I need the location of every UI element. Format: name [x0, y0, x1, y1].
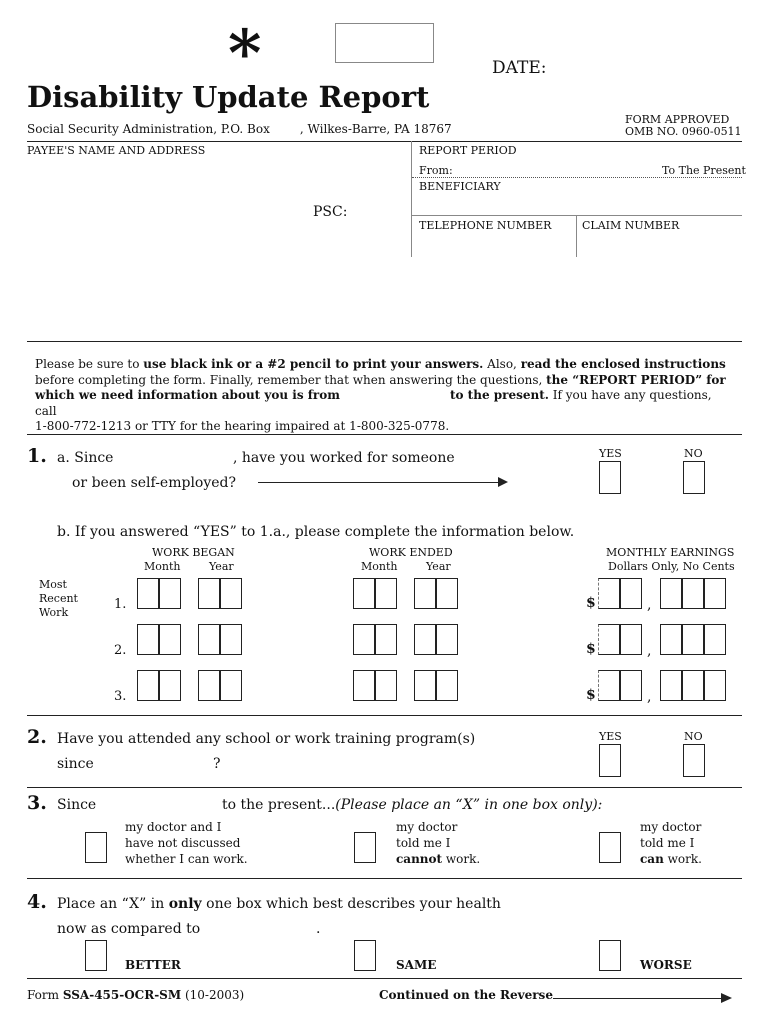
work-row-1-number: 1. — [114, 597, 127, 612]
row1-ended-year-d2[interactable] — [436, 578, 458, 609]
q2-number: 2. — [27, 726, 47, 748]
q3-option-3-checkbox[interactable] — [599, 832, 621, 863]
agency-address-a: Social Security Administration, P.O. Box — [27, 122, 270, 136]
q4-worse-checkbox[interactable] — [599, 940, 621, 971]
work-began-label: WORK BEGAN — [152, 546, 235, 559]
row2-earnings-d2[interactable] — [620, 624, 642, 655]
row1-earnings-d4[interactable] — [682, 578, 704, 609]
q3-option-2-checkbox[interactable] — [354, 832, 376, 863]
instructions-line-3: which we need information about you is from to the present. If you have any questions, call — [35, 388, 712, 418]
q2-question-mark: ? — [213, 756, 221, 772]
began-month-label: Month — [144, 560, 181, 573]
row1-ended-year-d1[interactable] — [414, 578, 436, 609]
row1-began-month-d2[interactable] — [159, 578, 181, 609]
from-label: From: — [419, 164, 453, 177]
instructions-line-4: 1-800-772-1213 or TTY for the hearing impaired at 1-800-325-0778. — [35, 419, 450, 433]
row1-began-year-d2[interactable] — [220, 578, 242, 609]
q4-bottom-rule — [27, 978, 742, 979]
monthly-earnings-label: MONTHLY EARNINGS — [606, 546, 735, 559]
continued-arrow-line — [553, 998, 723, 999]
q1b-text: b. If you answered “YES” to 1.a., please complete the information below. — [57, 524, 575, 540]
q3-option-3-label: my doctor told me I can work. — [640, 820, 702, 866]
agency-address-b: , Wilkes-Barre, PA 18767 — [299, 122, 452, 136]
row1-comma: , — [647, 597, 652, 613]
form-approved: FORM APPROVED — [625, 113, 730, 126]
q1-yes-checkbox[interactable] — [599, 461, 621, 494]
beneficiary-label: BENEFICIARY — [419, 180, 501, 193]
instructions-bottom-rule — [27, 434, 742, 435]
form-number: Form SSA-455-OCR-SM (10-2003) — [27, 988, 245, 1002]
beneficiary-rule — [412, 215, 742, 216]
row3-earnings-d1[interactable] — [598, 670, 620, 701]
row3-ended-month-d1[interactable] — [353, 670, 375, 701]
instructions-top-rule — [27, 341, 742, 342]
instructions-line-2: before completing the form. Finally, remember that when answering the questions, the “REPORT PERIOD” for — [35, 372, 726, 387]
row3-dollar-sign: $ — [586, 687, 596, 703]
row2-ended-year-d2[interactable] — [436, 624, 458, 655]
row1-earnings-d5[interactable] — [704, 578, 726, 609]
q4-same-checkbox[interactable] — [354, 940, 376, 971]
q3-question: to the present...(Please place an “X” in one box only): — [222, 797, 603, 813]
row2-ended-month-d2[interactable] — [375, 624, 397, 655]
row1-earnings-d2[interactable] — [620, 578, 642, 609]
q3-number: 3. — [27, 792, 47, 814]
barcode-box — [335, 23, 434, 63]
row2-began-month-d1[interactable] — [137, 624, 159, 655]
q4-better-label: BETTER — [125, 958, 181, 972]
q3-since: Since — [57, 797, 97, 813]
row3-ended-month-d2[interactable] — [375, 670, 397, 701]
payee-name-label: PAYEE'S NAME AND ADDRESS — [27, 144, 206, 157]
q2-bottom-rule — [27, 787, 742, 788]
agency-address — [27, 122, 452, 136]
omb-number: OMB NO. 0960-0511 — [625, 125, 742, 138]
row3-began-year-d2[interactable] — [220, 670, 242, 701]
q2-no-checkbox[interactable] — [683, 744, 705, 777]
began-year-label: Year — [209, 560, 234, 573]
row2-earnings-d3[interactable] — [660, 624, 682, 655]
q2-yes-label: YES — [599, 730, 622, 743]
row1-began-year-d1[interactable] — [198, 578, 220, 609]
q1-bottom-rule — [27, 715, 742, 716]
q3-option-2-label: my doctor told me I cannot work. — [396, 820, 481, 866]
q1-yes-label: YES — [599, 447, 622, 460]
date-label: DATE: — [492, 58, 547, 78]
row2-earnings-d5[interactable] — [704, 624, 726, 655]
q1-arrow-line — [258, 482, 500, 483]
row2-began-year-d1[interactable] — [198, 624, 220, 655]
q1-no-label: NO — [684, 447, 703, 460]
address-divider — [411, 141, 412, 257]
q1-arrow-head-icon — [498, 477, 508, 487]
row3-earnings-d5[interactable] — [704, 670, 726, 701]
row2-earnings-d1[interactable] — [598, 624, 620, 655]
q3-bottom-rule — [27, 878, 742, 879]
row2-comma: , — [647, 643, 652, 659]
dollars-only-label: Dollars Only, No Cents — [608, 560, 735, 573]
psc-label: PSC: — [313, 204, 348, 220]
q2-since: since — [57, 756, 94, 772]
row2-ended-year-d1[interactable] — [414, 624, 436, 655]
q2-no-label: NO — [684, 730, 703, 743]
row3-began-month-d2[interactable] — [159, 670, 181, 701]
to-present-label: To The Present — [662, 164, 746, 177]
row3-comma: , — [647, 689, 652, 705]
q2-yes-checkbox[interactable] — [599, 744, 621, 777]
q1a-since: a. Since — [57, 450, 114, 466]
row1-began-month-d1[interactable] — [137, 578, 159, 609]
row2-began-year-d2[interactable] — [220, 624, 242, 655]
ended-month-label: Month — [361, 560, 398, 573]
work-row-3-number: 3. — [114, 689, 127, 704]
report-period-line — [412, 177, 742, 178]
row3-ended-year-d2[interactable] — [436, 670, 458, 701]
row3-ended-year-d1[interactable] — [414, 670, 436, 701]
asterisk-mark: * — [228, 16, 262, 91]
q4-same-label: SAME — [396, 958, 437, 972]
continued-on-reverse: Continued on the Reverse — [379, 988, 553, 1002]
header-rule — [27, 141, 742, 142]
work-ended-label: WORK ENDED — [369, 546, 453, 559]
q2-question: Have you attended any school or work training program(s) — [57, 731, 476, 747]
row1-earnings-d1[interactable] — [598, 578, 620, 609]
row1-ended-month-d2[interactable] — [375, 578, 397, 609]
q1-no-checkbox[interactable] — [683, 461, 705, 494]
instructions — [35, 357, 735, 435]
q4-number: 4. — [27, 891, 47, 913]
report-period-label: REPORT PERIOD — [419, 144, 517, 157]
row2-earnings-d4[interactable] — [682, 624, 704, 655]
instructions-line-1: Please be sure to use black ink or a #2 pencil to print your answers. Also, read the enclosed instructions — [35, 357, 726, 371]
q4-question-line-2: now as compared to — [57, 921, 201, 937]
q3-option-1-checkbox[interactable] — [85, 832, 107, 863]
q4-period: . — [316, 921, 321, 937]
q1a-question-line-2: or been self-employed? — [72, 475, 237, 491]
q1a-question: , have you worked for someone — [233, 450, 455, 466]
claim-number-label: CLAIM NUMBER — [582, 219, 680, 232]
q3-option-1-label: my doctor and I have not discussed whether I can work. — [125, 820, 248, 866]
row3-began-year-d1[interactable] — [198, 670, 220, 701]
telephone-label: TELEPHONE NUMBER — [419, 219, 552, 232]
row3-earnings-d4[interactable] — [682, 670, 704, 701]
q4-better-checkbox[interactable] — [85, 940, 107, 971]
row3-earnings-d3[interactable] — [660, 670, 682, 701]
row1-earnings-d3[interactable] — [660, 578, 682, 609]
page-title: Disability Update Report — [27, 80, 430, 114]
row1-dollar-sign: $ — [586, 595, 596, 611]
q3-instruction-note: (Please place an “X” in one box only): — [335, 797, 603, 813]
row2-ended-month-d1[interactable] — [353, 624, 375, 655]
work-row-2-number: 2. — [114, 643, 127, 658]
row3-began-month-d1[interactable] — [137, 670, 159, 701]
row2-began-month-d2[interactable] — [159, 624, 181, 655]
row2-dollar-sign: $ — [586, 641, 596, 657]
q4-question: Place an “X” in only one box which best describes your health — [57, 896, 501, 912]
row1-ended-month-d1[interactable] — [353, 578, 375, 609]
ended-year-label: Year — [426, 560, 451, 573]
continued-arrow-head-icon — [721, 993, 732, 1003]
q1-number: 1. — [27, 445, 47, 467]
row3-earnings-d2[interactable] — [620, 670, 642, 701]
most-recent-work-label: Most Recent Work — [39, 578, 78, 619]
phone-claim-divider — [576, 215, 577, 257]
q4-worse-label: WORSE — [640, 958, 692, 972]
